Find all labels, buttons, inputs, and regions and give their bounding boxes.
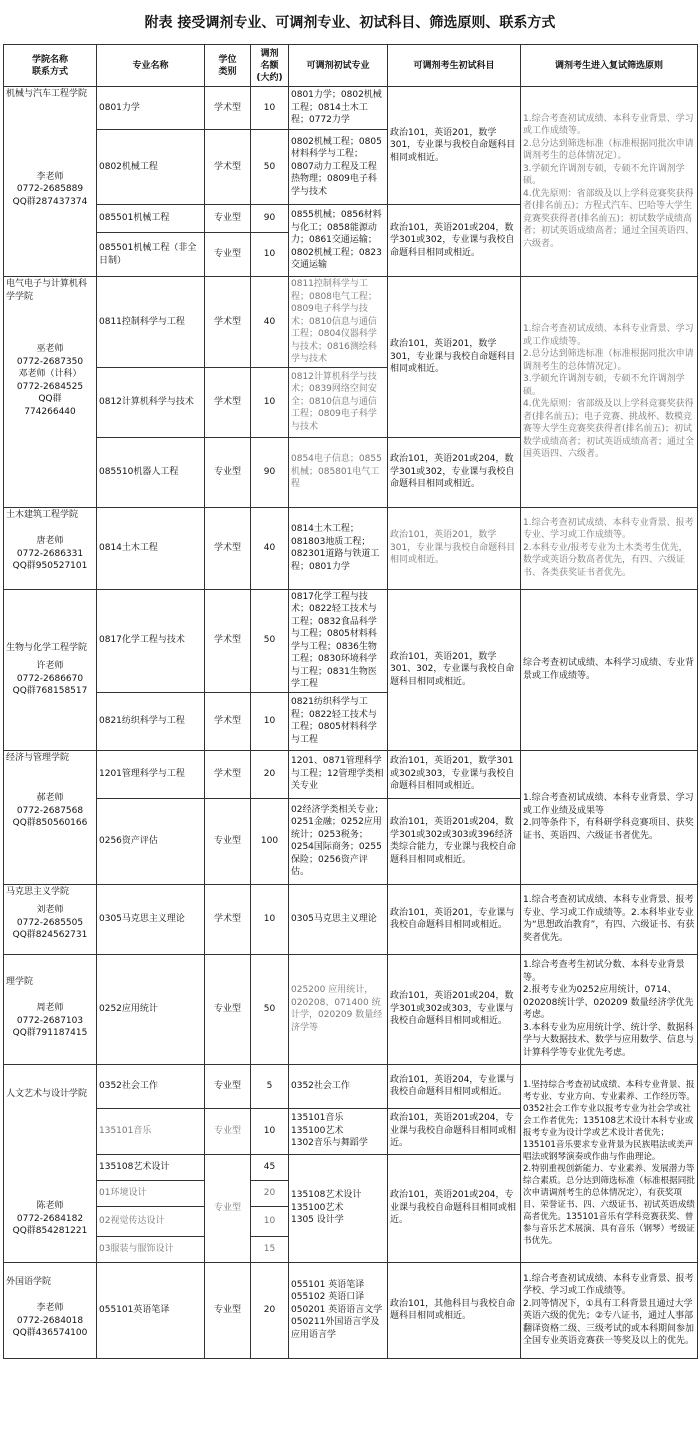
quota: 90	[251, 205, 289, 233]
college-cell	[4, 884, 97, 954]
exam-subjects: 政治101，英语201，数学301，专业课与我校自命题科目相同或相近。	[388, 87, 521, 205]
exam-subjects: 政治101，英语201，数学301，专业课与我校自命题科目相同或相近。	[388, 277, 521, 438]
college-name: 马克思主义学院	[6, 886, 70, 897]
quota: 10	[251, 884, 289, 954]
degree-type: 学术型	[205, 589, 251, 692]
major-name: 135108艺术设计	[97, 1154, 205, 1180]
college-cell	[4, 277, 97, 508]
college-contact: 陈老师 0772-2684182 QQ群854281221	[12, 1201, 88, 1236]
major-name: 0814土木工程	[97, 507, 205, 589]
major-name: 0811控制科学与工程	[97, 277, 205, 368]
quota: 10	[251, 233, 289, 277]
degree-type: 学术型	[205, 367, 251, 437]
major-name: 02视觉传达设计	[97, 1206, 205, 1236]
allowed-majors: 0801力学；0802机械工程；0814土木工程；0772力学	[289, 87, 388, 130]
table-row	[4, 1262, 698, 1358]
header-college: 学院名称 联系方式	[4, 45, 97, 87]
principles: 1.综合考查初试成绩、本科专业背景、学习或工作成绩等。 2.总分达到筛选标准（标准根据同批次申请调剂考生的总体情况定）。 3.学硕允许调剂专硕，专硕不允许调剂学硕。 4.优先原则：省部级及以上学科竞赛奖获得者(排名前五)；电子竞赛、挑战杯、数模竞赛等大学生竞赛奖获得者(排名前五)；初试数学成绩高者；初试英语成绩高者；通过全国英语四、六级者。	[521, 277, 698, 508]
major-name: 0256资产评估	[97, 798, 205, 884]
college-contact: 李老师 0772-2685889 QQ群287437374	[12, 171, 88, 207]
allowed-majors: 0855机械；0856材料与化工；0858能源动力；0861交通运输；0802机械工程；0823交通运输	[289, 205, 388, 277]
college-name: 经济与管理学院	[6, 752, 70, 763]
exam-subjects: 政治101，英语201或204，数学301或302，专业课与我校自命题科目相同或相近。	[388, 437, 521, 507]
major-name: 0802机械工程	[97, 130, 205, 205]
table-row	[4, 750, 698, 798]
header-quota: 调剂 名额 (大约)	[251, 45, 289, 87]
header-major: 专业名称	[97, 45, 205, 87]
college-contact: 许老师 0772-2686670 QQ群768158517	[12, 661, 88, 696]
college-cell	[4, 1064, 97, 1262]
college-contact: 刘老师 0772-2685505 QQ群824562731	[12, 905, 88, 940]
college-contact: 唐老师 0772-2686331 QQ群950527101	[12, 536, 88, 571]
quota: 45	[251, 1154, 289, 1180]
major-name: 085510机器人工程	[97, 437, 205, 507]
exam-subjects: 政治101，其他科目与我校自命题科目相同或相近。	[388, 1262, 521, 1358]
college-cell	[4, 87, 97, 277]
quota: 15	[251, 1236, 289, 1262]
allowed-majors: 135101音乐 135100艺术 1302音乐与舞蹈学	[289, 1108, 388, 1154]
principles: 1.坚持综合考查初试成绩、本科专业背景、报考专业、专业方向、专业素养、工作经历等。0352社会工作专业以报考专业为社会学或社会工作者优先；135108艺术设计本科专业或报考专业为设计学或艺术设计者优先；135101音乐要求专业背景为民族唱法或美声唱法或钢琴演奏或作曲与作曲理论。 2.特别重视创新能力、专业素养、发展潜力等综合素质。总分达到筛选标准（标准根据同批次申请调剂考生的总体情况定），有获奖项目、荣誉证书、四、六级证书、初试英语成绩高者优先。135101音乐有学科竞赛获奖、曾参与音乐艺术展演、具有音乐（钢琴）考级证书优先。	[521, 1064, 698, 1262]
college-name: 土木建筑工程学院	[6, 509, 79, 520]
allowed-majors: 1201、0871管理科学与工程；12管理学类相关专业	[289, 750, 388, 798]
principles: 1.综合考查初试成绩、本科专业背景、学习或工作业绩及成果等 2.同等条件下，有科研学科竞赛项目、获奖证书、英语四、六级证书者优先。	[521, 750, 698, 884]
allowed-majors: 02经济学类相关专业；0251金融；0252应用统计；0253税务；0254国际商务；0255保险；0256资产评估。	[289, 798, 388, 884]
major-name: 1201管理科学与工程	[97, 750, 205, 798]
quota: 10	[251, 692, 289, 750]
major-name: 01环境设计	[97, 1180, 205, 1206]
degree-type: 专业型	[205, 1262, 251, 1358]
allowed-majors: 0305马克思主义理论	[289, 884, 388, 954]
principles: 1.综合考查初试成绩、本科专业背景、学习或工作成绩等。 2.总分达到筛选标准（标准根据同批次申请调剂考生的总体情况定）。 3.学硕允许调剂专硕，专硕不允许调剂学硕。 4.优先原则：省部级及以上学科竞赛奖获得者(排名前五)；方程式汽车、巴哈等大学生竞赛奖获得者(排名前五)；初试数学成绩高者；初试英语成绩高者；通过全国英语四、六级者。	[521, 87, 698, 277]
quota: 10	[251, 1108, 289, 1154]
college-name: 生物与化学工程学院	[6, 642, 88, 653]
major-name: 085501机械工程	[97, 205, 205, 233]
college-contact: 周老师 0772-2687103 QQ群791187415	[12, 1003, 88, 1038]
principles: 1.综合考查初试成绩、本科专业背景、报考专业、学习或工作成绩等。 2.本科专业/报考专业为土木类考生优先，数学或英语分数高者优先，有四、六级证书、各类获奖证书者优先。	[521, 507, 698, 589]
quota: 50	[251, 130, 289, 205]
allowed-majors: 055101 英语笔译 055102 英语口译 050201 英语语言文学 050211外国语言学及应用语言学	[289, 1262, 388, 1358]
quota: 100	[251, 798, 289, 884]
allowed-majors: 0814土木工程；081803地质工程；082301道路与铁道工程；0801力学	[289, 507, 388, 589]
quota: 40	[251, 507, 289, 589]
degree-type: 学术型	[205, 87, 251, 130]
major-name: 085501机械工程（非全日制）	[97, 233, 205, 277]
table-row	[4, 507, 698, 589]
exam-subjects: 政治101，英语201或204，专业课与我校自命题科目相同或相近。	[388, 1108, 521, 1154]
adjustment-table	[3, 44, 698, 1359]
quota: 20	[251, 1262, 289, 1358]
quota: 40	[251, 277, 289, 368]
major-name: 0812计算机科学与技术	[97, 367, 205, 437]
college-contact: 郝老师 0772-2687568 QQ群850560166	[12, 793, 88, 828]
major-name: 0305马克思主义理论	[97, 884, 205, 954]
exam-subjects: 政治101，英语201，数学301或302或303，专业课与我校自命题科目相同或相近。	[388, 750, 521, 798]
degree-type: 学术型	[205, 277, 251, 368]
principles: 1.综合考查考生初试分数、本科专业背景等。 2.报考专业为0252应用统计，0714、020208统计学、020209 数量经济学优先考虑。 3.本科专业为应用统计学、统计学、数据科学与大数据技术、数学与应用数学、信息与计算科学等专业优先考虑。	[521, 954, 698, 1064]
degree-type: 学术型	[205, 692, 251, 750]
page-title: 附表 接受调剂专业、可调剂专业、初试科目、筛选原则、联系方式	[144, 15, 556, 31]
major-name: 0252应用统计	[97, 954, 205, 1064]
table-row	[4, 954, 698, 1064]
college-contact: 李老师 0772-2684018 QQ群436574100	[12, 1303, 88, 1338]
table-row	[4, 589, 698, 692]
college-cell	[4, 954, 97, 1064]
degree-type: 学术型	[205, 750, 251, 798]
exam-subjects: 政治101，英语201或204，数学301或302或303或396经济类综合能力，专业课与我校自命题科目相同或相近。	[388, 798, 521, 884]
college-cell	[4, 1262, 97, 1358]
degree-type: 专业型	[205, 954, 251, 1064]
college-cell	[4, 507, 97, 589]
exam-subjects: 政治101，英语201，数学301、302，专业课与我校自命题科目相同或相近。	[388, 589, 521, 750]
college-name: 电气电子与计算机科学学院	[6, 279, 88, 302]
major-name: 03服装与服饰设计	[97, 1236, 205, 1262]
allowed-majors: 0817化学工程与技术；0822轻工技术与工程；0832食品科学与工程；0805材料科学与工程；0836生物工程；0830环境科学与工程；0831生物医学工程	[289, 589, 388, 692]
college-name: 理学院	[6, 976, 34, 987]
allowed-majors: 0352社会工作	[289, 1064, 388, 1108]
degree-type: 专业型	[205, 233, 251, 277]
college-cell	[4, 589, 97, 750]
college-name: 外国语学院	[6, 1276, 52, 1287]
allowed-majors: 135108艺术设计 135100艺术 1305 设计学	[289, 1154, 388, 1262]
allowed-majors: 025200 应用统计，020208、071400 统计学，020209 数量经济学等	[289, 954, 388, 1064]
degree-type: 专业型	[205, 1108, 251, 1154]
header-degree-type: 学位 类别	[205, 45, 251, 87]
college-name: 机械与汽车工程学院	[6, 89, 88, 99]
quota: 90	[251, 437, 289, 507]
quota: 5	[251, 1064, 289, 1108]
header-exam-subjects: 可调剂考生初试科目	[388, 45, 521, 87]
degree-type: 专业型	[205, 798, 251, 884]
quota: 50	[251, 589, 289, 692]
table-row	[4, 1064, 698, 1108]
major-name: 0801力学	[97, 87, 205, 130]
allowed-majors: 0812计算机科学与技术；0839网络空间安全；0810信息与通信工程；0809电子科学与技术	[289, 367, 388, 437]
quota: 20	[251, 750, 289, 798]
allowed-majors: 0811控制科学与工程；0808电气工程；0809电子科学与技术；0810信息与通信工程；0804仪器科学与技术；0816测绘科学与技术	[289, 277, 388, 368]
degree-type: 学术型	[205, 507, 251, 589]
exam-subjects: 政治101，英语204，专业课与我校自命题科目相同或相近。	[388, 1064, 521, 1108]
header-row	[4, 45, 698, 87]
major-name: 055101英语笔译	[97, 1262, 205, 1358]
major-name: 0821纺织科学与工程	[97, 692, 205, 750]
exam-subjects: 政治101，英语201，数学301，专业课与我校自命题科目相同或相近。	[388, 507, 521, 589]
principles: 1.综合考查初试成绩、本科专业背景、报考专业、学习或工作成绩等。2.本科毕业专业为“思想政治教育”，有四、六级证书、有获奖者优先。	[521, 884, 698, 954]
degree-type: 专业型	[205, 1154, 251, 1262]
degree-type: 学术型	[205, 130, 251, 205]
college-name: 人文艺术与设计学院	[6, 1088, 88, 1099]
quota: 50	[251, 954, 289, 1064]
exam-subjects: 政治101，英语201或204，数学301或302，专业课与我校自命题科目相同或相近。	[388, 205, 521, 277]
degree-type: 专业型	[205, 1064, 251, 1108]
table-row	[4, 277, 698, 368]
allowed-majors: 0802机械工程；0805材料科学与工程；0807动力工程及工程热物理；0809电子科学与技术	[289, 130, 388, 205]
quota: 10	[251, 1206, 289, 1236]
major-name: 135101音乐	[97, 1108, 205, 1154]
principles: 1.综合考查初试成绩、本科专业背景、报考学校、学习或工作成绩等。 2.同等情况下，①具有工科背景且通过大学英语六级的优先；②专八证书，通过人事部翻译资格二级、三级考试的或本科期间参加全国专业英语竞赛获一等奖及以上的优先。	[521, 1262, 698, 1358]
header-allowed-majors: 可调剂初试专业	[289, 45, 388, 87]
allowed-majors: 0854电子信息；0855机械；085801电气工程	[289, 437, 388, 507]
exam-subjects: 政治101，英语201或204，专业课与我校自命题科目相同或相近。	[388, 1154, 521, 1262]
degree-type: 专业型	[205, 205, 251, 233]
college-contact: 巫老师 0772-2687350 邓老师（计科） 0772-2684525 QQ群 774266440	[16, 344, 84, 417]
exam-subjects: 政治101，英语201或204，数学301或302或303，专业课与我校自命题科目相同或相近。	[388, 954, 521, 1064]
degree-type: 学术型	[205, 884, 251, 954]
allowed-majors: 0821纺织科学与工程；0822轻工技术与工程；0805材料科学与工程	[289, 692, 388, 750]
major-name: 0817化学工程与技术	[97, 589, 205, 692]
quota: 10	[251, 367, 289, 437]
college-cell	[4, 750, 97, 884]
quota: 10	[251, 87, 289, 130]
table-row	[4, 884, 698, 954]
degree-type: 专业型	[205, 437, 251, 507]
principles: 综合考查初试成绩、本科学习成绩、专业背景或工作成绩等。	[521, 589, 698, 750]
quota: 20	[251, 1180, 289, 1206]
exam-subjects: 政治101，英语201，专业课与我校自命题科目相同或相近。	[388, 884, 521, 954]
major-name: 0352社会工作	[97, 1064, 205, 1108]
header-principles: 调剂考生进入复试筛选原则	[521, 45, 698, 87]
table-row	[4, 87, 698, 130]
